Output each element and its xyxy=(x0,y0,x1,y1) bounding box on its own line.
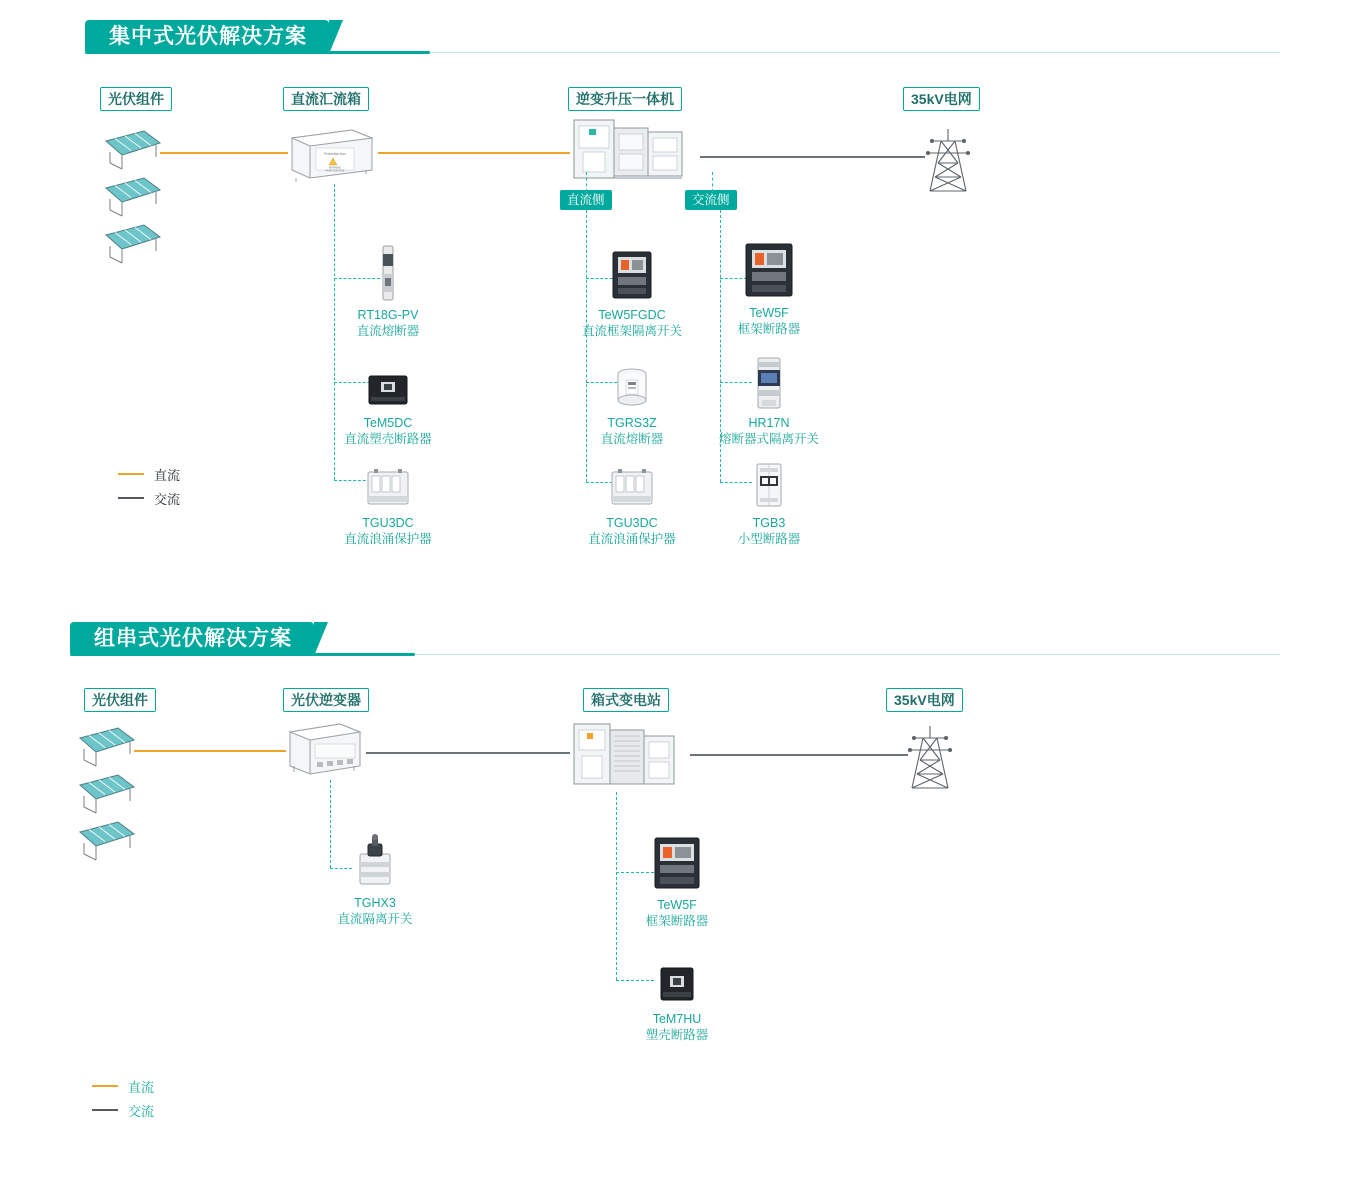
product-tem7hu xyxy=(602,946,752,1043)
svg-text:Protection box: Protection box xyxy=(324,152,346,156)
product-desc: 直流隔离开关 xyxy=(337,912,413,926)
legend-section-1 xyxy=(118,462,180,510)
molded-case-breaker-icon xyxy=(602,946,752,1006)
side-label-dc: 直流侧 xyxy=(560,190,612,210)
product-name: TeM5DC xyxy=(363,416,413,430)
product-tew5f xyxy=(694,240,844,337)
product-name: TeW5F xyxy=(657,898,697,912)
surge-protector-icon xyxy=(557,450,707,510)
ac-line-substation-to-grid xyxy=(690,754,908,756)
product-desc: 框架断路器 xyxy=(737,322,801,336)
product-tghx3 xyxy=(300,830,450,927)
product-name: TGU3DC xyxy=(606,516,658,530)
product-tgrs3z xyxy=(557,350,707,447)
legend-label-dc: 直流 xyxy=(154,467,181,483)
legend-label-dc: 直流 xyxy=(128,1079,155,1095)
product-hr17n xyxy=(694,350,844,447)
product-name: HR17N xyxy=(748,416,790,430)
air-circuit-breaker-icon xyxy=(694,240,844,300)
product-desc: 直流熔断器 xyxy=(356,324,420,338)
surge-protector-icon xyxy=(313,450,463,510)
stage-label-combiner-box: 直流汇流箱 xyxy=(283,87,369,111)
product-desc: 熔断器式隔离开关 xyxy=(718,432,819,446)
legend-swatch-ac xyxy=(92,1109,118,1112)
product-tgu3dc-dcside xyxy=(557,450,707,547)
stage-label-inverter-booster: 逆变升压一体机 xyxy=(568,87,682,111)
stage-label-pv-inverter: 光伏逆变器 xyxy=(283,688,369,712)
legend-swatch-ac xyxy=(118,497,144,500)
inverter-booster-unit-icon xyxy=(570,110,700,185)
legend-row-dc xyxy=(118,462,180,486)
air-circuit-breaker-icon xyxy=(557,242,707,302)
legend-row-ac xyxy=(118,486,180,510)
stage-label-grid-1: 35kV电网 xyxy=(903,87,980,111)
dc-line-panels-to-inverter xyxy=(134,750,286,752)
product-tgb3 xyxy=(694,450,844,547)
product-name: TGRS3Z xyxy=(607,416,657,430)
svg-text:HIGH VOLTAGE: HIGH VOLTAGE xyxy=(325,169,345,173)
pv-panel-array-2 xyxy=(72,722,152,862)
box-substation-icon xyxy=(570,710,690,792)
miniature-circuit-breaker-icon xyxy=(694,450,844,510)
side-label-ac: 交流侧 xyxy=(685,190,737,210)
product-desc: 直流框架隔离开关 xyxy=(581,324,682,338)
svg-text:WARNING: WARNING xyxy=(328,166,342,170)
stage-label-pv-module-1: 光伏组件 xyxy=(100,87,172,111)
legend-row-ac xyxy=(92,1098,154,1122)
section-2-rule xyxy=(415,654,1280,655)
rotary-isolator-icon xyxy=(300,830,450,890)
product-name: TeM7HU xyxy=(652,1012,702,1026)
product-desc: 直流浪涌保护器 xyxy=(588,532,676,546)
transmission-tower-icon-2 xyxy=(900,722,960,794)
product-desc: 框架断路器 xyxy=(645,914,709,928)
product-desc: 直流浪涌保护器 xyxy=(344,532,432,546)
legend-swatch-dc xyxy=(92,1085,118,1088)
air-circuit-breaker-icon xyxy=(602,832,752,892)
ac-line-inverter-to-grid xyxy=(700,156,925,158)
product-name: TeW5F xyxy=(749,306,789,320)
product-desc: 塑壳断路器 xyxy=(645,1028,709,1042)
string-inverter-icon xyxy=(284,718,366,780)
product-tgu3dc-combiner xyxy=(313,450,463,547)
product-name: TGB3 xyxy=(752,516,786,530)
transmission-tower-icon-1 xyxy=(918,125,978,197)
product-tew5fgdc xyxy=(557,242,707,339)
product-desc: 直流熔断器 xyxy=(600,432,664,446)
product-name: RT18G-PV xyxy=(357,308,419,322)
pv-panel-array-1 xyxy=(98,125,178,265)
product-desc: 直流塑壳断路器 xyxy=(344,432,432,446)
dc-line-panels-to-combiner xyxy=(160,152,288,154)
legend-label-ac: 交流 xyxy=(154,491,181,507)
legend-row-dc xyxy=(92,1074,154,1098)
legend-swatch-dc xyxy=(118,473,144,476)
product-tew5f-2 xyxy=(602,832,752,929)
stage-label-box-substation: 箱式变电站 xyxy=(583,688,669,712)
dash-dcside-to-label xyxy=(586,172,587,192)
product-name: TGU3DC xyxy=(362,516,414,530)
ac-line-inverter-to-substation xyxy=(366,752,570,754)
cylindrical-fuse-icon xyxy=(313,242,463,302)
product-rt18g-pv xyxy=(313,242,463,339)
section-1-header xyxy=(85,20,1280,54)
product-desc: 小型断路器 xyxy=(737,532,801,546)
molded-case-breaker-icon xyxy=(313,350,463,410)
stage-label-grid-2: 35kV电网 xyxy=(886,688,963,712)
dash-acside-to-label xyxy=(712,172,713,192)
stage-label-pv-module-2: 光伏组件 xyxy=(84,688,156,712)
dc-line-combiner-to-inverter xyxy=(378,152,570,154)
combiner-box-icon xyxy=(286,122,378,184)
legend-label-ac: 交流 xyxy=(128,1103,155,1119)
fuse-switch-disconnector-icon xyxy=(694,350,844,410)
section-2-title: 组串式光伏解决方案 xyxy=(70,622,314,656)
section-1-title: 集中式光伏解决方案 xyxy=(85,20,329,54)
legend-section-2 xyxy=(92,1074,154,1122)
product-name: TeW5FGDC xyxy=(598,308,666,322)
section-1-rule xyxy=(430,52,1280,53)
product-name: TGHX3 xyxy=(354,896,396,910)
product-tem5dc xyxy=(313,350,463,447)
round-fuse-icon xyxy=(557,350,707,410)
section-2-header xyxy=(70,622,1280,656)
